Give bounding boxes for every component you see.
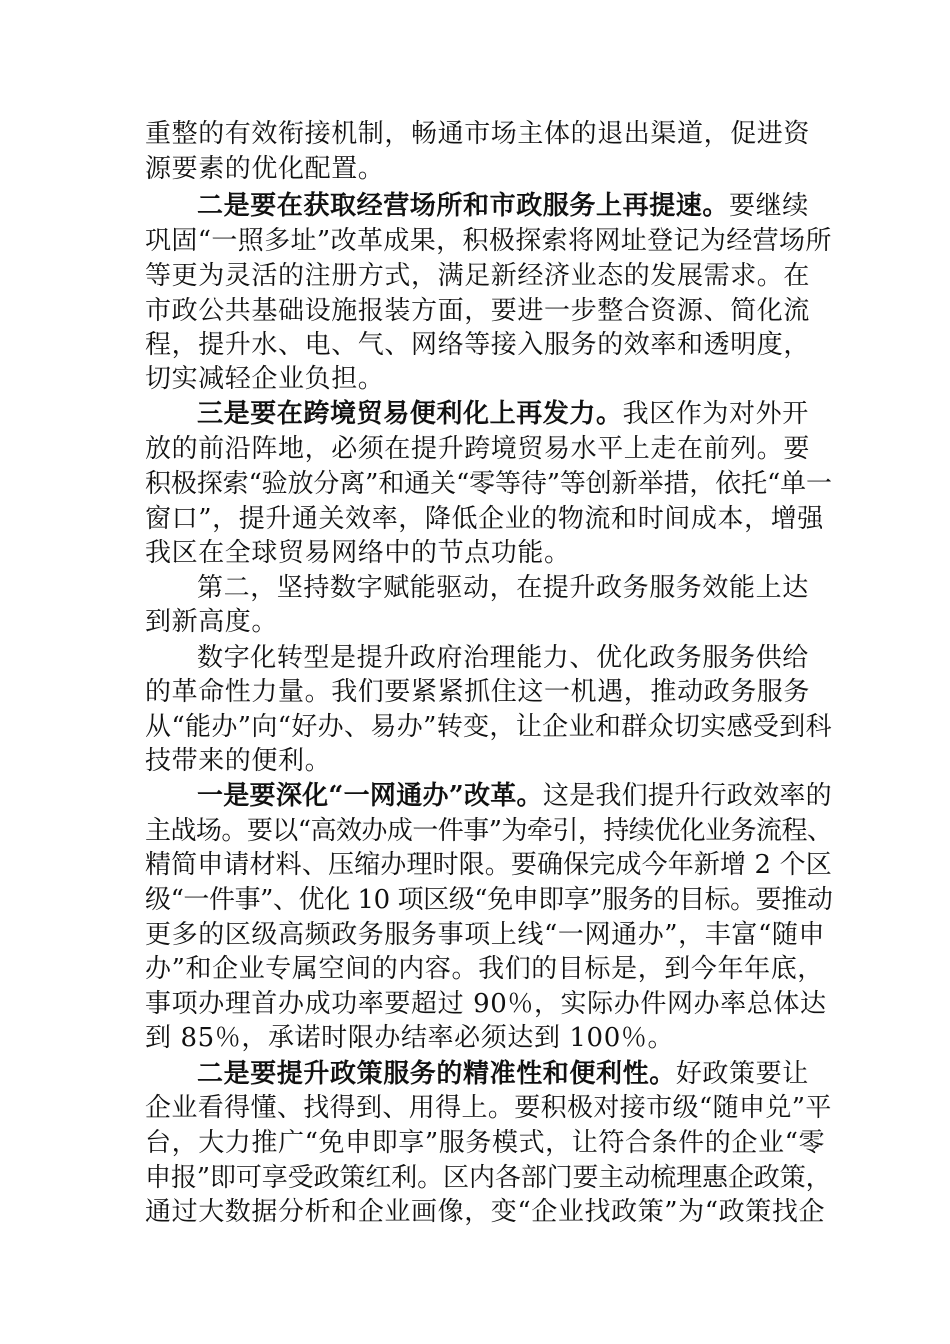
line-text: 事项办理首办成功率要超过 90％，实际办件网办率总体达 <box>145 989 827 1019</box>
text-line <box>145 1021 674 1055</box>
line-text: 切实减轻企业负担。 <box>145 364 385 394</box>
text-line <box>145 605 278 639</box>
text-line <box>145 1195 825 1229</box>
line-text: 精简申请材料、压缩办理时限。要确保完成今年新增 2 个区 <box>145 850 832 880</box>
line-text: 主战场。要以“高效办成一件事”为牵引，持续优化业务流程、 <box>145 816 833 846</box>
line-text: 市政公共基础设施报装方面，要进一步整合资源、简化流 <box>145 296 811 326</box>
line-text: 级“一件事”、优化 10 项区级“免申即享”服务的目标。要推动 <box>145 885 833 915</box>
line-text: 这是我们提升行政效率的 <box>542 781 832 811</box>
text-line <box>145 117 810 151</box>
paragraph-first-line <box>197 397 809 431</box>
line-text: 更多的区级高频政务服务事项上线“一网通办”，丰富“随申 <box>145 920 826 950</box>
line-text: 从“能办”向“好办、易办”转变，让企业和群众切实感受到科 <box>145 712 832 742</box>
line-text: 申报”即可享受政策红利。区内各部门要主动梳理惠企政策， <box>145 1163 832 1193</box>
text-line <box>145 814 832 848</box>
line-text: 办”和企业专属空间的内容。我们的目标是，到今年年底， <box>145 954 824 984</box>
line-text: 企业看得懂、找得到、用得上。要积极对接市级“随申兑”平 <box>145 1093 832 1123</box>
text-line <box>145 918 825 952</box>
line-text: 的革命性力量。我们要紧紧抓住这一机遇，推动政务服务 <box>145 677 811 707</box>
text-line <box>145 987 827 1021</box>
line-text: 窗口”，提升通关效率，降低企业的物流和时间成本，增强 <box>145 504 824 534</box>
paragraph-first-line <box>197 571 809 605</box>
text-line <box>145 362 384 396</box>
paragraph-first-line <box>197 641 809 675</box>
line-text: 到新高度。 <box>145 607 279 637</box>
line-text: 我区作为对外开 <box>622 399 809 429</box>
line-text: 放的前沿阵地，必须在提升跨境贸易水平上走在前列。要 <box>145 434 811 464</box>
text-line <box>145 675 810 709</box>
bold-heading-text: 二是要在获取经营场所和市政服务上再提速。 <box>197 191 730 221</box>
line-text: 巩固“一照多址”改革成果，积极探索将网址登记为经营场所 <box>145 226 832 256</box>
text-line <box>145 1091 832 1125</box>
line-text: 程，提升水、电、气、网络等接入服务的效率和透明度， <box>145 330 811 360</box>
line-text: 台，大力推广“免申即享”服务模式，让符合条件的企业“零 <box>145 1128 826 1158</box>
text-line <box>145 467 832 501</box>
line-text: 好政策要让 <box>675 1059 809 1089</box>
text-line <box>145 328 810 362</box>
line-text: 通过大数据分析和企业画像，变“企业找政策”为“政策找企 <box>145 1197 826 1227</box>
text-line <box>145 710 832 744</box>
line-text: 数字化转型是提升政府治理能力、优化政务服务供给 <box>197 643 809 673</box>
text-line <box>145 259 810 293</box>
bold-heading-text: 一是要深化“一网通办”改革。 <box>197 781 543 811</box>
bold-heading-text: 三是要在跨境贸易便利化上再发力。 <box>197 399 623 429</box>
line-text: 我区在全球贸易网络中的节点功能。 <box>145 538 571 568</box>
text-line <box>145 294 810 328</box>
text-line <box>145 502 824 536</box>
text-line <box>145 883 832 917</box>
bold-heading-text: 二是要提升政策服务的精准性和便利性。 <box>197 1059 676 1089</box>
text-line <box>145 536 571 570</box>
paragraph-first-line <box>197 779 832 813</box>
line-text: 要继续 <box>729 191 809 221</box>
text-line <box>145 744 331 778</box>
text-line <box>145 1161 832 1195</box>
text-line <box>145 152 384 186</box>
text-line <box>145 952 824 986</box>
line-text: 等更为灵活的注册方式，满足新经济业态的发展需求。在 <box>145 261 811 291</box>
text-line <box>145 224 832 258</box>
line-text: 技带来的便利。 <box>145 746 332 776</box>
text-line <box>145 1126 825 1160</box>
line-text: 第二，坚持数字赋能驱动，在提升政务服务效能上达 <box>197 573 809 603</box>
line-text: 源要素的优化配置。 <box>145 154 385 184</box>
line-text: 积极探索“验放分离”和通关“零等待”等创新举措，依托“单一 <box>145 469 832 499</box>
line-text: 重整的有效衔接机制，畅通市场主体的退出渠道，促进资 <box>145 119 811 149</box>
paragraph-first-line <box>197 1057 809 1091</box>
paragraph-first-line <box>197 189 809 223</box>
line-text: 到 85％，承诺时限办结率必须达到 100％。 <box>145 1023 675 1053</box>
text-line <box>145 848 832 882</box>
text-line <box>145 432 810 466</box>
